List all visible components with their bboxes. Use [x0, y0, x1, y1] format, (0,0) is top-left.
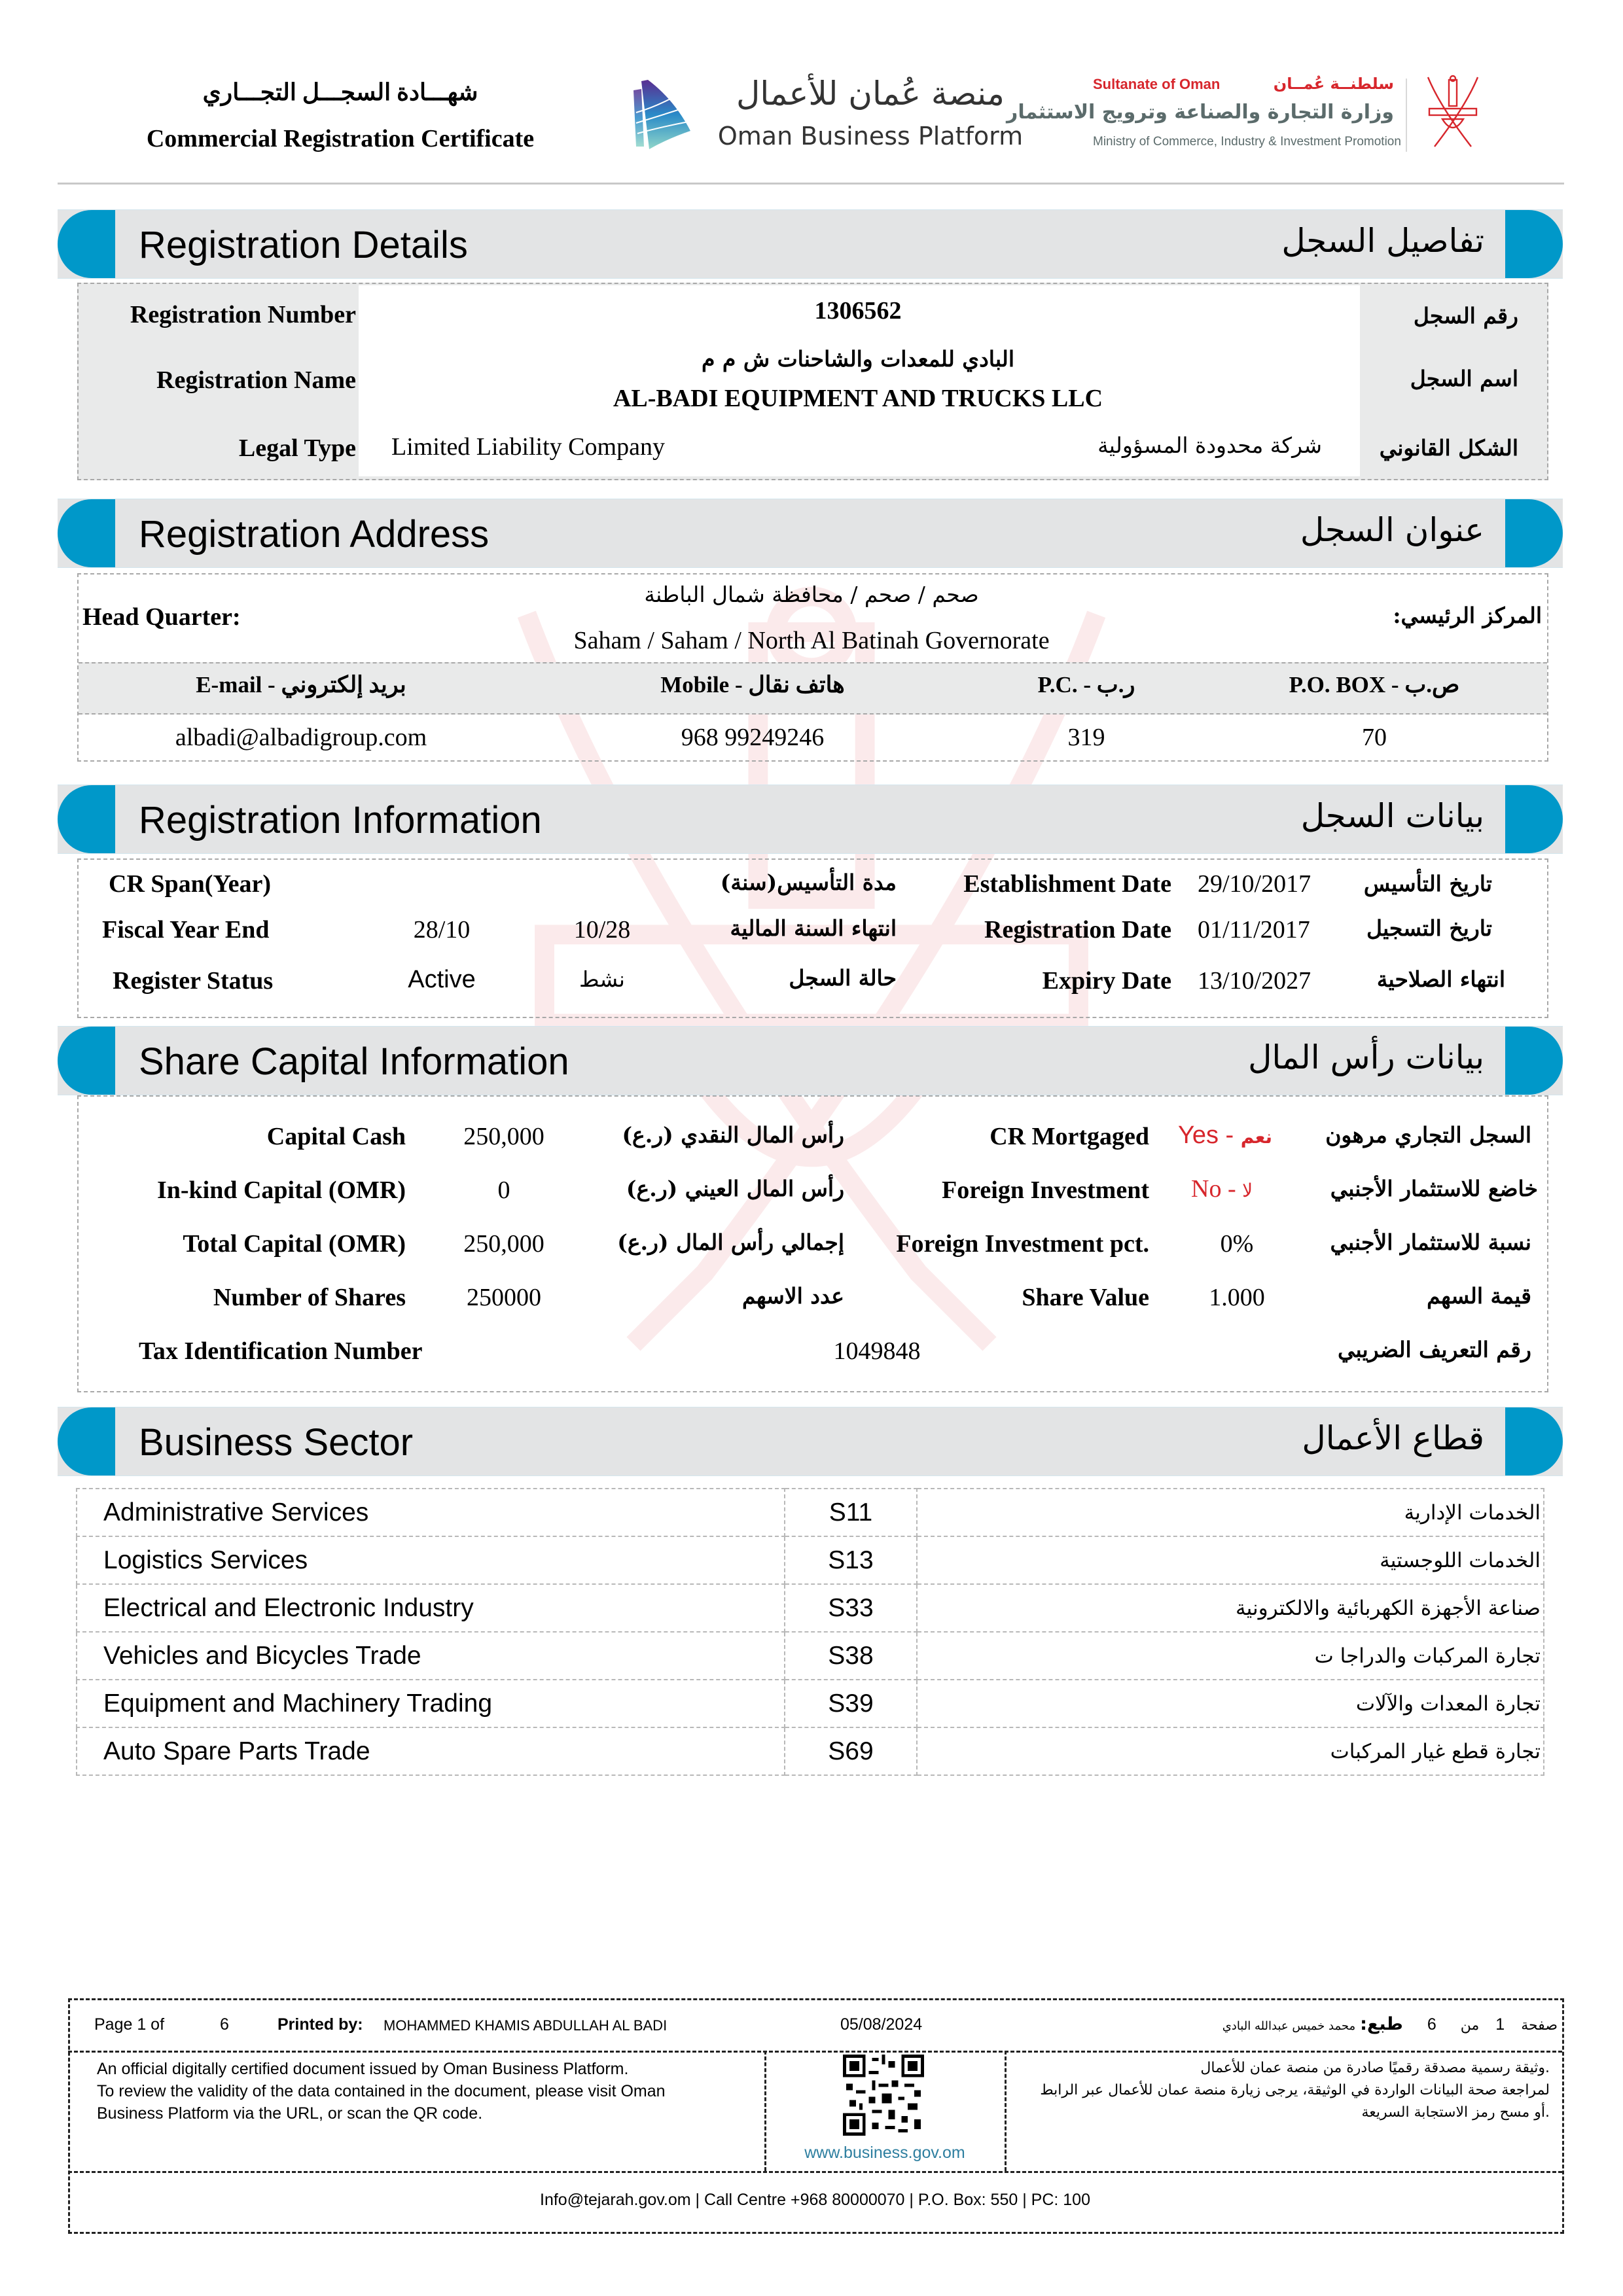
footer-divider — [1005, 2051, 1007, 2171]
notice-line: Business Platform via the URL, or scan the QR code. — [97, 2104, 483, 2123]
foreign-investment-pct-label: Foreign Investment pct. — [896, 1230, 1149, 1258]
registration-number-label-arabic: رقم السجل — [1413, 303, 1518, 328]
legal-type-value: Limited Liability Company — [391, 433, 665, 461]
sector-row — [77, 1584, 1544, 1632]
cr-mortgaged-label-arabic: السجل التجاري مرهون — [1325, 1122, 1531, 1148]
page-label-arabic: صفحة — [1521, 2017, 1558, 2034]
sector-name-arabic: تجارة المعدات والآلات — [917, 1680, 1544, 1727]
establishment-date-value: 29/10/2017 — [1198, 870, 1311, 898]
section-cap-right — [1505, 499, 1563, 567]
section-title: Registration Information — [139, 799, 542, 841]
section-header-registration-address — [58, 499, 1563, 568]
expiry-date-value: 13/10/2027 — [1198, 967, 1311, 995]
head-quarter-value: Saham / Saham / North Al Batinah Governorate — [573, 627, 1050, 654]
register-status-arabic-value: نشط — [579, 966, 625, 992]
share-value-value: 1.000 — [1209, 1284, 1265, 1311]
sector-row — [77, 1680, 1544, 1727]
of-arabic: من — [1460, 2017, 1480, 2034]
register-status-label-arabic: حالة السجل — [789, 965, 897, 991]
section-header-registration-information — [58, 785, 1563, 854]
contact-header-pobox: P.O. BOX - ص.ب — [1289, 672, 1460, 698]
notice-line: An official digitally certified document issued by Oman Business Platform. — [97, 2060, 629, 2078]
foreign-investment-value-en: No - — [1191, 1175, 1243, 1203]
foreign-investment-label-arabic: خاضع للاستثمار الأجنبي — [1330, 1176, 1538, 1201]
number-of-shares-label: Number of Shares — [213, 1284, 406, 1311]
cr-span-label: CR Span(Year) — [109, 870, 272, 898]
header-divider — [58, 183, 1564, 185]
registration-date-label-arabic: تاريخ التسجيل — [1366, 915, 1492, 941]
sector-name-arabic: تجارة قطع غيار المركبات — [917, 1727, 1544, 1775]
sector-code: S13 — [785, 1536, 917, 1584]
registration-name-value: AL-BADI EQUIPMENT AND TRUCKS LLC — [613, 385, 1103, 412]
establishment-date-label: Establishment Date — [963, 870, 1171, 898]
sector-name-arabic: تجارة المركبات والدراجا ت — [917, 1632, 1544, 1680]
head-quarter-arabic-value: صحم / صحم / محافظة شمال الباطنة — [644, 582, 979, 607]
contact-header-mobile: Mobile - هاتف نقال — [660, 672, 845, 698]
expiry-date-label-arabic: انتهاء الصلاحية — [1376, 966, 1505, 992]
sector-name-arabic: الخدمات الإدارية — [917, 1489, 1544, 1536]
sector-code: S33 — [785, 1584, 917, 1632]
total-capital-label: Total Capital (OMR) — [183, 1230, 406, 1258]
sail-logo-icon — [628, 73, 700, 152]
section-title-arabic: تفاصيل السجل — [1281, 222, 1484, 260]
sector-name: Administrative Services — [77, 1489, 785, 1536]
number-of-shares-value: 250000 — [467, 1284, 541, 1311]
number-of-shares-label-arabic: عدد الاسهم — [741, 1283, 844, 1309]
printed-by-label: Printed by: — [277, 2015, 363, 2034]
sector-code: S11 — [785, 1489, 917, 1536]
capital-cash-label: Capital Cash — [266, 1123, 406, 1150]
notice-line-arabic: .وثيقة رسمية مصدقة رقميًا صادرة من منصة عمان للأعمال — [1200, 2060, 1550, 2076]
section-cap-right — [1505, 1027, 1563, 1095]
inkind-capital-label: In-kind Capital (OMR) — [156, 1176, 406, 1204]
section-cap-right — [1505, 210, 1563, 278]
cr-mortgaged-value-ar: نعم — [1240, 1126, 1273, 1148]
footer-divider — [68, 2051, 1562, 2053]
sector-name: Auto Spare Parts Trade — [77, 1727, 785, 1775]
certificate-title-arabic: شهـــادة السجـــل التجـــاري — [202, 79, 478, 105]
printed-by-label-arabic: طبع: — [1360, 2014, 1403, 2034]
registration-name-label: Registration Name — [156, 366, 356, 394]
sector-row — [77, 1489, 1544, 1536]
foreign-investment-pct-label-arabic: نسبة للاستثمار الأجنبي — [1330, 1229, 1531, 1255]
section-title-arabic: عنوان السجل — [1300, 511, 1484, 549]
share-value-label-arabic: قيمة السهم — [1427, 1283, 1531, 1309]
printed-by-name-arabic: محمد خميس عبدالله البادي — [1222, 2019, 1356, 2033]
cr-mortgaged-value-en: Yes - — [1178, 1122, 1241, 1149]
contact-info: Info@tejarah.gov.om | Call Centre +968 80000070 | P.O. Box: 550 | PC: 100 — [540, 2191, 1090, 2209]
section-cap-left — [58, 1407, 115, 1475]
sector-name-arabic: الخدمات اللوجستية — [917, 1536, 1544, 1584]
tax-id-value: 1049848 — [833, 1337, 921, 1365]
section-title-arabic: بيانات السجل — [1300, 797, 1484, 835]
registration-date-label: Registration Date — [984, 916, 1171, 944]
notice-line-arabic: لمراجعة صحة البيانات الواردة في الوثيقة، يرجى زيارة منصة عمان للأعمال عبر الرابط — [1040, 2082, 1550, 2098]
cr-mortgaged-label: CR Mortgaged — [990, 1123, 1149, 1150]
fiscal-year-end-label-arabic: انتهاء السنة المالية — [730, 915, 897, 941]
head-quarter-label: Head Quarter: — [82, 603, 241, 631]
sector-row — [77, 1727, 1544, 1775]
section-cap-left — [58, 785, 115, 853]
oman-business-platform-logo — [628, 73, 1034, 158]
notice-line: To review the validity of the data contained in the document, please visit Oman — [97, 2082, 666, 2100]
notice-arabic — [1016, 2057, 1550, 2124]
printed-by-name: MOHAMMED KHAMIS ABDULLAH AL BADI — [383, 2017, 668, 2034]
registration-number-value: 1306562 — [814, 297, 902, 325]
sector-code: S39 — [785, 1680, 917, 1727]
inkind-capital-label-arabic: رأس المال العيني (ر.ع) — [626, 1176, 844, 1201]
print-date: 05/08/2024 — [840, 2015, 923, 2034]
sector-code: S38 — [785, 1632, 917, 1680]
foreign-investment-label: Foreign Investment — [942, 1176, 1149, 1204]
register-status-label: Register Status — [113, 967, 274, 995]
section-cap-left — [58, 499, 115, 567]
email-value: albadi@albadigroup.com — [175, 724, 427, 751]
section-cap-right — [1505, 1407, 1563, 1475]
head-quarter-label-arabic: المركز الرئيسي: — [1393, 603, 1542, 628]
registration-date-value: 01/11/2017 — [1198, 916, 1310, 944]
sector-row — [77, 1632, 1544, 1680]
tax-id-label-arabic: رقم التعريف الضريبي — [1337, 1337, 1531, 1362]
foreign-investment-value-ar: لا — [1242, 1180, 1253, 1201]
section-header-registration-details — [58, 209, 1563, 279]
sector-name: Equipment and Machinery Trading — [77, 1680, 785, 1727]
pc-value: 319 — [1067, 724, 1105, 751]
ministry-name: Ministry of Commerce, Industry & Investment Promotion — [1093, 135, 1401, 149]
section-title: Business Sector — [139, 1421, 414, 1464]
pobox-value: 70 — [1362, 724, 1387, 751]
business-sector-table — [76, 1488, 1544, 1776]
section-cap-left — [58, 1027, 115, 1095]
legal-type-arabic-value: شركة محدودة المسؤولية — [1097, 433, 1322, 458]
sector-name: Logistics Services — [77, 1536, 785, 1584]
footer-divider — [764, 2051, 766, 2171]
notice-line-arabic: .أو مسح رمز الاستجابة السريعة — [1361, 2104, 1550, 2121]
ministry-logo — [1007, 73, 1558, 158]
section-header-business-sector — [58, 1407, 1563, 1476]
capital-cash-label-arabic: رأس المال النقدي (ر.ع) — [622, 1122, 844, 1148]
sector-row — [77, 1536, 1544, 1584]
page-total-arabic: 6 — [1427, 2015, 1436, 2034]
section-title-arabic: بيانات رأس المال — [1248, 1038, 1484, 1076]
contact-header-email: E-mail - بريد إلكتروني — [196, 672, 406, 698]
sector-name: Vehicles and Bicycles Trade — [77, 1632, 785, 1680]
platform-name: Oman Business Platform — [717, 122, 1024, 150]
ministry-name-arabic: وزارة التجارة والصناعة وترويج الاستثمار — [1007, 101, 1394, 124]
section-cap-right — [1505, 785, 1563, 853]
logo-divider — [1406, 79, 1407, 152]
section-header-share-capital — [58, 1026, 1563, 1095]
foreign-investment-pct-value: 0% — [1220, 1230, 1254, 1258]
section-title: Share Capital Information — [139, 1040, 569, 1083]
inkind-capital-value: 0 — [497, 1176, 510, 1204]
expiry-date-label: Expiry Date — [1042, 967, 1171, 995]
certificate-title: Commercial Registration Certificate — [146, 125, 535, 152]
section-title: Registration Details — [139, 224, 468, 266]
registration-name-label-arabic: اسم السجل — [1410, 366, 1518, 391]
mobile-value: 968 99249246 — [681, 724, 825, 751]
contact-header-pc: P.C. - ر.ب — [1037, 672, 1135, 698]
establishment-date-label-arabic: تاريخ التأسيس — [1363, 871, 1492, 896]
register-status-value: Active — [408, 966, 476, 993]
oman-national-emblem-icon — [1420, 73, 1486, 152]
page-current-arabic: 1 — [1495, 2015, 1505, 2034]
total-capital-value: 250,000 — [463, 1230, 544, 1258]
cr-mortgaged-value — [1178, 1120, 1302, 1152]
foreign-investment-value — [1191, 1174, 1302, 1206]
cr-span-label-arabic: مدة التأسيس(سنة) — [720, 870, 897, 895]
page-info-arabic — [1113, 2014, 1558, 2037]
page-label: Page 1 of — [94, 2015, 165, 2034]
fiscal-year-end-value: 28/10 — [413, 916, 471, 944]
tax-id-label: Tax Identification Number — [139, 1337, 423, 1365]
legal-type-label-arabic: الشكل القانوني — [1379, 435, 1518, 461]
sector-code: S69 — [785, 1727, 917, 1775]
fiscal-year-end-label: Fiscal Year End — [102, 916, 270, 944]
section-cap-left — [58, 210, 115, 278]
sector-name-arabic: صناعة الأجهزة الكهربائية والالكترونية — [917, 1584, 1544, 1632]
sector-name: Electrical and Electronic Industry — [77, 1584, 785, 1632]
fiscal-year-end-arabic-value: 10/28 — [573, 916, 631, 944]
section-title-arabic: قطاع الأعمال — [1302, 1419, 1484, 1457]
section-title: Registration Address — [139, 513, 490, 556]
footer-divider — [68, 2171, 1562, 2173]
share-value-label: Share Value — [1022, 1284, 1149, 1311]
legal-type-label: Legal Type — [238, 434, 356, 462]
total-capital-label-arabic: إجمالي رأس المال (ر.ع) — [617, 1229, 844, 1255]
verification-url-link[interactable]: www.business.gov.om — [804, 2144, 965, 2162]
page-total: 6 — [220, 2015, 229, 2034]
registration-name-arabic-value: البادي للمعدات والشاحنات ش م م — [701, 346, 1015, 372]
qr-code-icon[interactable] — [843, 2055, 924, 2136]
country-name-arabic: سلطنــة عُمــان — [1273, 75, 1394, 93]
registration-number-label: Registration Number — [130, 301, 356, 328]
country-name: Sultanate of Oman — [1093, 76, 1221, 92]
capital-cash-value: 250,000 — [463, 1123, 544, 1150]
platform-name-arabic: منصة عُمان للأعمال — [736, 75, 1005, 113]
